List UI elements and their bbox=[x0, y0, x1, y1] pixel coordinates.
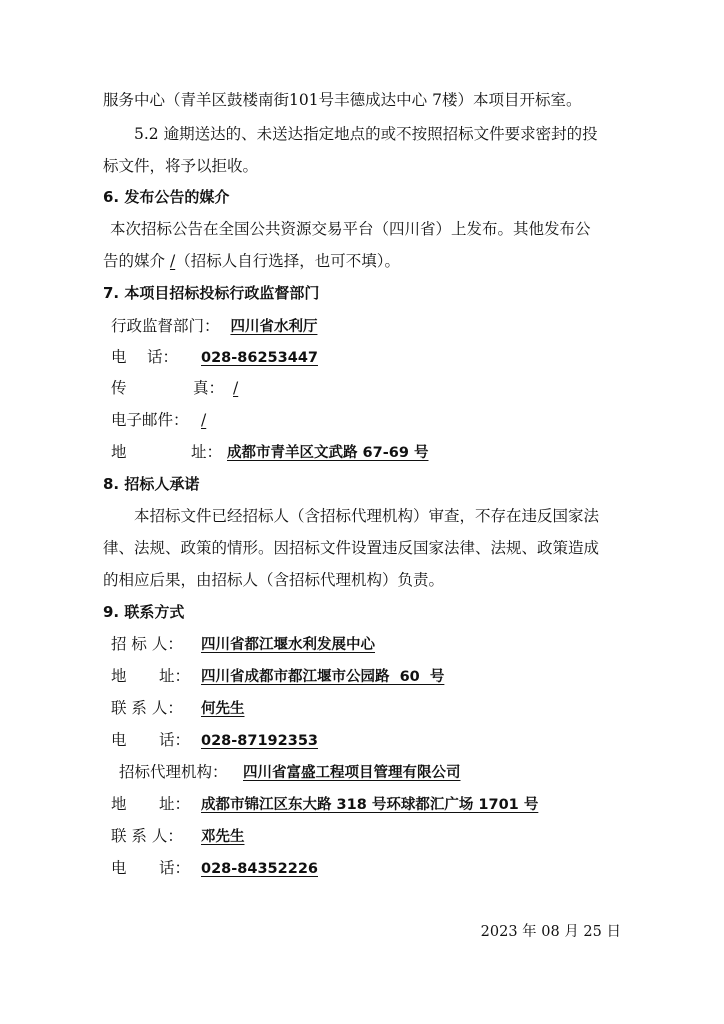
s8-line2: 律、法规、政策的情形。因招标文件设置违反国家法律、法规、政策造成 bbox=[103, 539, 600, 557]
s9-tenderer-contact-row bbox=[111, 698, 245, 719]
s8-heading: 8. 招标人承诺 bbox=[103, 475, 200, 493]
s9-agency-phone-value: 028-84352226 bbox=[201, 861, 318, 877]
s9-agency-addr-row bbox=[111, 794, 538, 815]
s7-addr-row bbox=[111, 442, 428, 463]
s8-line3: 的相应后果，由招标人（含招标代理机构）负责。 bbox=[103, 571, 445, 589]
s7-fax-row bbox=[111, 378, 238, 398]
s9-tenderer-addr-label-b: 址： bbox=[159, 667, 191, 685]
s9-tenderer-phone-row bbox=[111, 730, 318, 751]
s9-agency-addr-label-a: 地 bbox=[111, 795, 127, 813]
s7-dept-label: 行政监督部门： bbox=[111, 317, 220, 335]
s9-tenderer-phone-value: 028-87192353 bbox=[201, 733, 318, 749]
s5-line1-prefix: 服务中心（青羊区鼓楼南街 bbox=[103, 91, 290, 109]
s7-phone-value: 028-86253447 bbox=[201, 350, 318, 366]
s5-line1 bbox=[103, 90, 581, 110]
s6-line2-suffix: （招标人自行选择，也可不填）。 bbox=[175, 252, 400, 270]
s7-addr-value: 成都市青羊区文武路 67-69 号 bbox=[227, 445, 429, 461]
s9-tenderer-addr-value: 四川省成都市都江堰市公园路 60 号 bbox=[201, 669, 445, 685]
s7-phone-label-a: 电 bbox=[111, 348, 127, 366]
s9-heading: 9. 联系方式 bbox=[103, 603, 185, 621]
s7-email-value: / bbox=[201, 411, 207, 429]
s8-line1: 本招标文件已经招标人（含招标代理机构）审查，不存在违反国家法 bbox=[134, 507, 600, 525]
s9-agency-label: 招标代理机构： bbox=[119, 763, 228, 781]
s6-line2 bbox=[103, 251, 400, 271]
s7-fax-label-a: 传 bbox=[111, 379, 127, 397]
s9-tenderer-contact-value: 何先生 bbox=[201, 701, 245, 717]
s9-tenderer-label: 招 标 人： bbox=[111, 635, 183, 653]
s9-agency-value: 四川省富盛工程项目管理有限公司 bbox=[243, 765, 461, 781]
p52-line2: 标文件，将予以拒收。 bbox=[103, 157, 259, 175]
s5-line1-suffix: 楼）本项目开标室。 bbox=[441, 91, 582, 109]
s7-email-label: 电子邮件： bbox=[111, 411, 189, 429]
s9-tenderer-contact-label: 联 系 人： bbox=[111, 699, 183, 717]
s9-tenderer-addr-row bbox=[111, 666, 444, 687]
s7-phone-label-b: 话： bbox=[147, 348, 179, 366]
s7-addr-label-b: 址： bbox=[191, 443, 223, 461]
s7-heading: 7. 本项目招标投标行政监督部门 bbox=[103, 284, 320, 302]
s7-fax-label-b: 真： bbox=[193, 379, 225, 397]
s9-agency-phone-label-b: 话： bbox=[159, 859, 191, 877]
s9-agency-addr-label-b: 址： bbox=[159, 795, 191, 813]
s9-agency-row bbox=[119, 762, 461, 783]
s7-email-row bbox=[111, 410, 206, 430]
s7-dept-value: 四川省水利厅 bbox=[230, 319, 318, 335]
s7-addr-label-a: 地 bbox=[111, 443, 127, 461]
s9-agency-addr-value: 成都市锦江区东大路 318 号环球都汇广场 1701 号 bbox=[201, 797, 539, 813]
s9-tenderer-value: 四川省都江堰水利发展中心 bbox=[201, 637, 375, 653]
s9-agency-phone-row bbox=[111, 858, 318, 879]
s5-line1-mid: 号丰德成达中心 bbox=[318, 91, 428, 109]
s9-tenderer-row bbox=[111, 634, 375, 655]
s5-line1-num: 101 bbox=[289, 91, 319, 109]
s9-agency-phone-label-a: 电 bbox=[111, 859, 127, 877]
s9-agency-contact-label: 联 系 人： bbox=[111, 827, 183, 845]
s6-line2-prefix: 告的媒介 bbox=[103, 252, 166, 270]
s5-line1-floor: 7 bbox=[432, 91, 442, 109]
document-date: 2023 年 08 月 25 日 bbox=[480, 924, 621, 940]
s9-agency-contact-value: 邓先生 bbox=[201, 829, 245, 845]
s6-line1: 本次招标公告在全国公共资源交易平台（四川省）上发布。其他发布公 bbox=[110, 220, 591, 238]
s7-dept-row bbox=[111, 316, 317, 337]
p52-line1: 5.2 逾期送达的、未送达指定地点的或不按照招标文件要求密封的投 bbox=[134, 125, 598, 143]
s9-tenderer-phone-label-a: 电 bbox=[111, 731, 127, 749]
s9-agency-contact-row bbox=[111, 826, 245, 847]
s6-heading: 6. 发布公告的媒介 bbox=[103, 188, 230, 206]
s7-phone-row bbox=[111, 347, 318, 368]
s9-tenderer-phone-label-b: 话： bbox=[159, 731, 191, 749]
s7-fax-value: / bbox=[233, 379, 239, 397]
s6-media-slash: / bbox=[169, 252, 176, 270]
s9-tenderer-addr-label-a: 地 bbox=[111, 667, 127, 685]
